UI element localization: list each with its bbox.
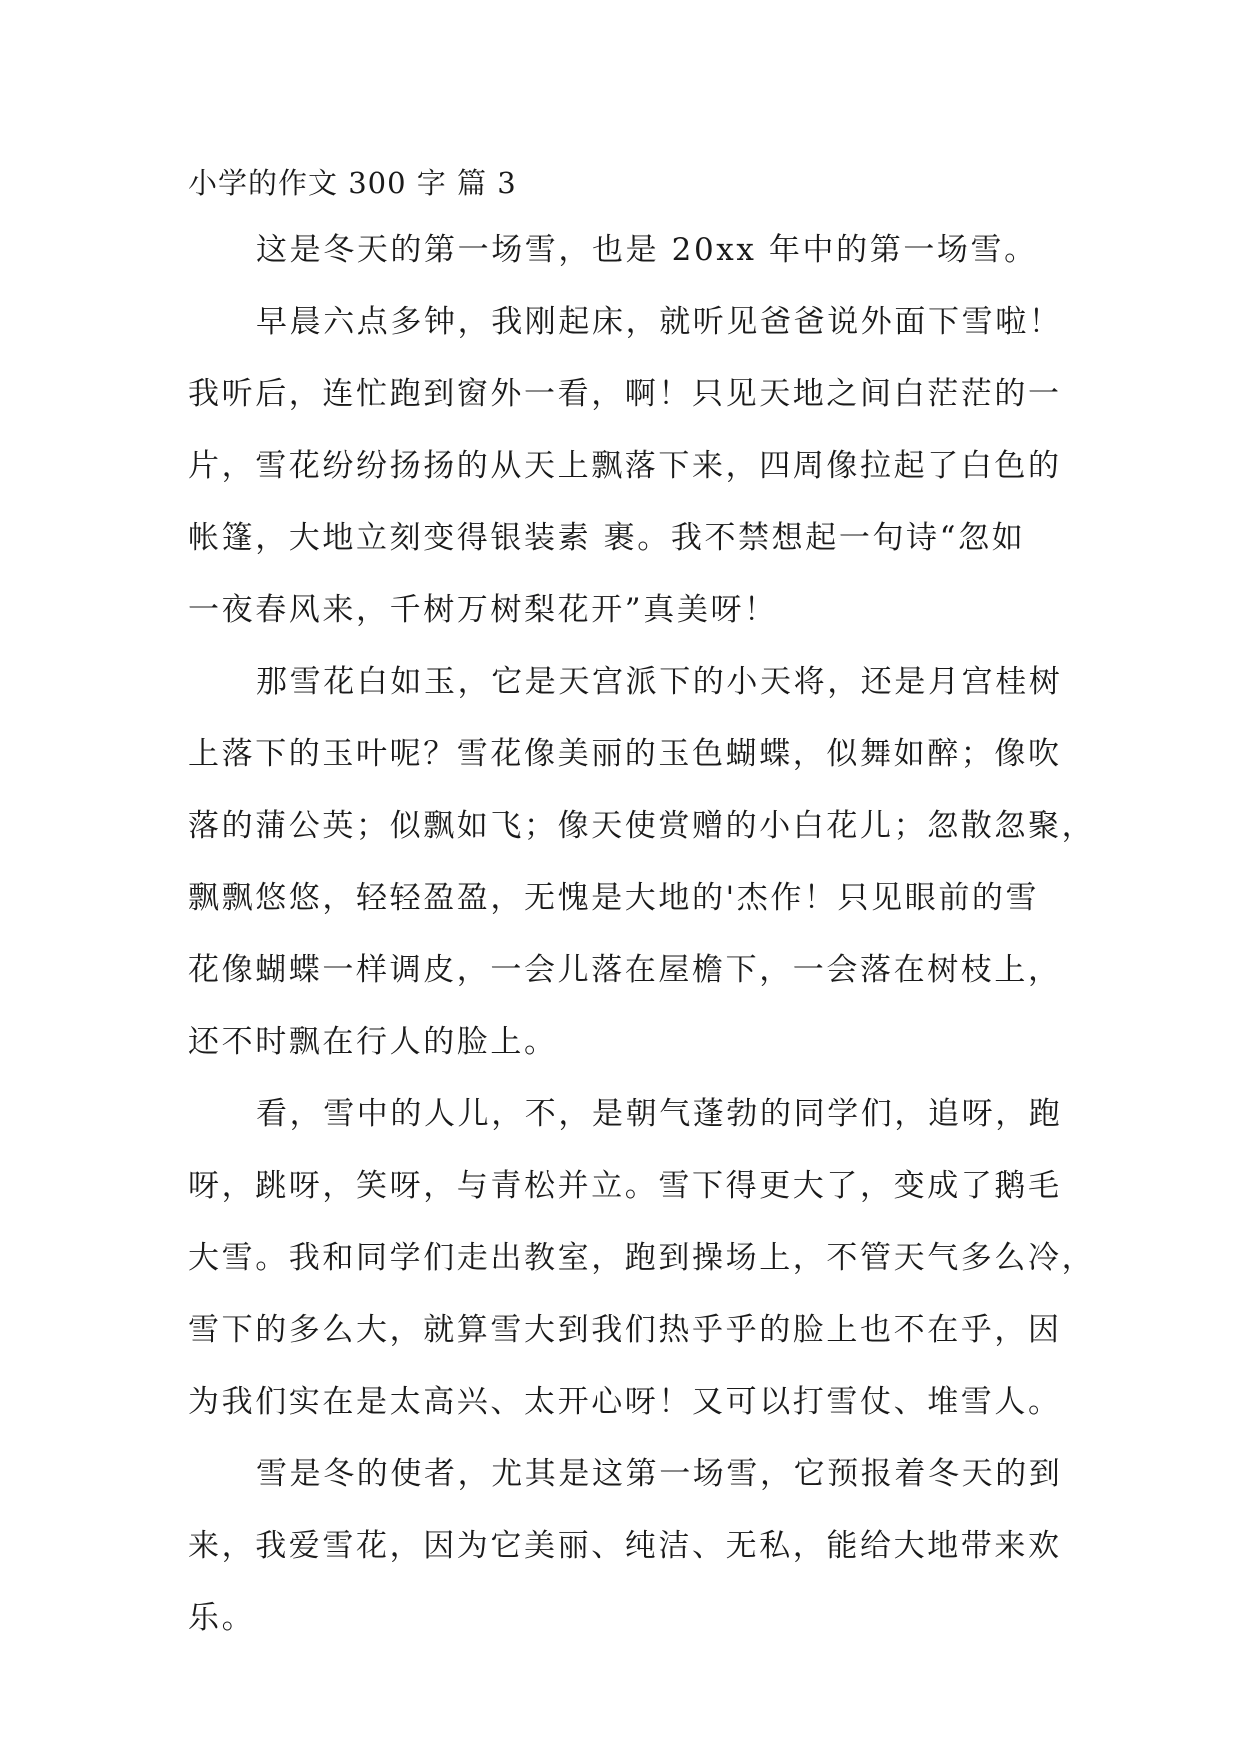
paragraph-3-line-5: 花像蝴蝶一样调皮，一会儿落在屋檐下，一会落在树枝上，: [188, 952, 1062, 988]
paragraph-3-line-3: 落的蒲公英；似飘如飞；像天使赏赠的小白花儿；忽散忽聚，: [188, 808, 1096, 844]
paragraph-2-line-3: 片，雪花纷纷扬扬的从天上飘落下来，四周像拉起了白色的: [188, 448, 1062, 484]
paragraph-2-line-2: 我听后，连忙跑到窗外一看，啊！只见天地之间白茫茫的一: [188, 376, 1062, 412]
paragraph-3-line-6: 还不时飘在行人的脸上。: [188, 1024, 558, 1060]
paragraph-5-line-1: 雪是冬的使者，尤其是这第一场雪，它预报着冬天的到: [256, 1456, 1063, 1492]
essay-title: 小学的作文 300 字 篇 3: [188, 166, 517, 200]
paragraph-3-line-4: 飘飘悠悠，轻轻盈盈，无愧是大地的'杰作！只见眼前的雪: [188, 880, 1040, 916]
paragraph-2-line-4: 帐篷，大地立刻变得银装素 裹。我不禁想起一句诗“忽如: [188, 520, 1026, 556]
paragraph-4-line-3: 大雪。我和同学们走出教室，跑到操场上，不管天气多么冷，: [188, 1240, 1096, 1276]
paragraph-3-line-2: 上落下的玉叶呢？雪花像美丽的玉色蝴蝶，似舞如醉；像吹: [188, 736, 1062, 772]
paragraph-4-line-1: 看，雪中的人儿，不，是朝气蓬勃的同学们，追呀，跑: [256, 1096, 1063, 1132]
paragraph-5-line-3: 乐。: [188, 1600, 256, 1636]
paragraph-2-line-1: 早晨六点多钟，我刚起床，就听见爸爸说外面下雪啦！: [256, 304, 1063, 340]
paragraph-5-line-2: 来，我爱雪花，因为它美丽、纯洁、无私，能给大地带来欢: [188, 1528, 1062, 1564]
paragraph-1-line-1: 这是冬天的第一场雪，也是 20xx 年中的第一场雪。: [256, 232, 1038, 268]
paragraph-3-line-1: 那雪花白如玉，它是天宫派下的小天将，还是月宫桂树: [256, 664, 1063, 700]
paragraph-4-line-2: 呀，跳呀，笑呀，与青松并立。雪下得更大了，变成了鹅毛: [188, 1168, 1062, 1204]
paragraph-2-line-5: 一夜春风来，千树万树梨花开”真美呀！: [188, 592, 778, 628]
paragraph-4-line-5: 为我们实在是太高兴、太开心呀！又可以打雪仗、堆雪人。: [188, 1384, 1062, 1420]
paragraph-4-line-4: 雪下的多么大，就算雪大到我们热乎乎的脸上也不在乎，因: [188, 1312, 1062, 1348]
